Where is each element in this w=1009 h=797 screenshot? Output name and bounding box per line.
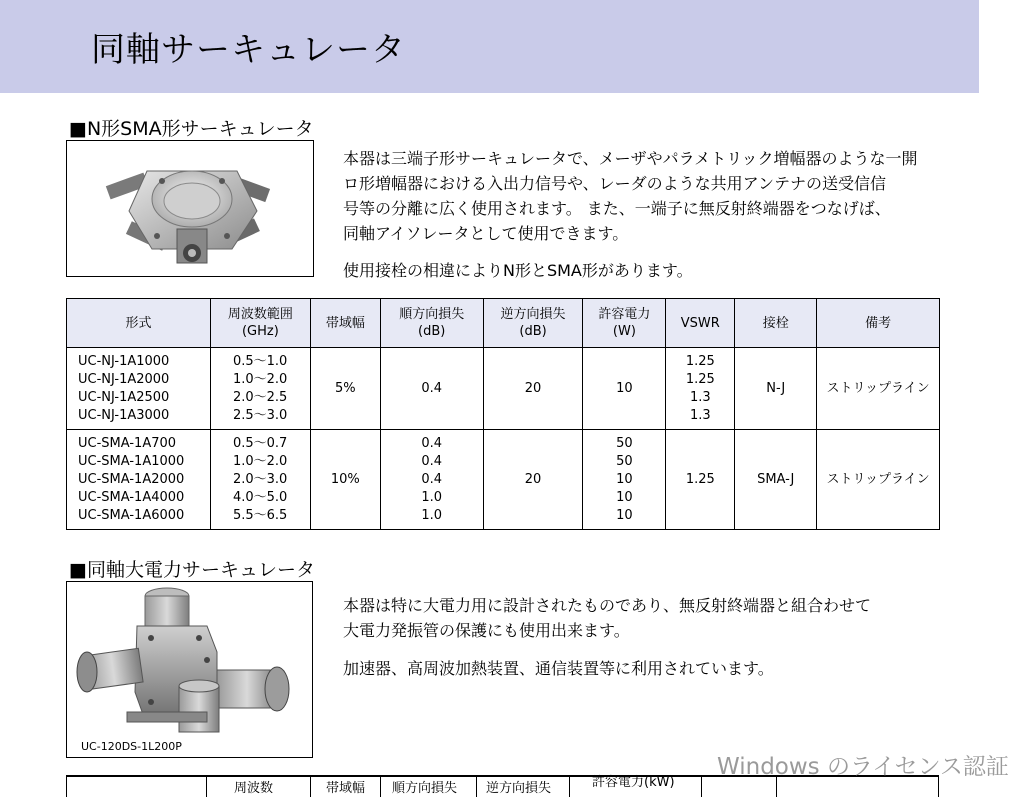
frequency: 1.0～2.0 bbox=[232, 453, 288, 469]
frequency-cell bbox=[210, 430, 310, 530]
table-row bbox=[67, 348, 940, 430]
header-power-partial: 許容電力(kW) bbox=[592, 775, 675, 790]
model-cell bbox=[67, 430, 211, 530]
header-line: 周波数範囲 bbox=[227, 307, 293, 322]
title-banner bbox=[0, 0, 979, 93]
table-border bbox=[701, 777, 702, 797]
power: 10 bbox=[616, 507, 633, 523]
power-cell: 10 bbox=[583, 348, 666, 430]
header-connector: 接栓 bbox=[735, 299, 817, 348]
connector-cell: SMA-J bbox=[735, 430, 817, 530]
table-border bbox=[310, 777, 311, 797]
header-line: 許容電力 bbox=[598, 307, 651, 322]
model: UC-NJ-1A1000 bbox=[78, 353, 170, 369]
table-border bbox=[380, 777, 381, 797]
frequency: 5.5～6.5 bbox=[232, 507, 288, 523]
bandwidth-cell: 10% bbox=[310, 430, 380, 530]
model: UC-SMA-1A6000 bbox=[78, 507, 185, 523]
header-forward-loss-text bbox=[381, 306, 483, 340]
model: UC-NJ-1A3000 bbox=[78, 407, 170, 423]
header-frequency-text bbox=[211, 306, 310, 340]
forward-loss-cell bbox=[380, 430, 483, 530]
circulator-image bbox=[67, 141, 313, 276]
header-note: 備考 bbox=[817, 299, 940, 348]
description-line: 大電力発振管の保護にも使用出来ます。 bbox=[343, 621, 630, 640]
vswr: 1.25 bbox=[685, 371, 715, 387]
spec-table-nsma bbox=[66, 298, 940, 530]
header-line: (W) bbox=[612, 324, 636, 339]
product-photo-nsma bbox=[66, 140, 314, 277]
forward-loss: 0.4 bbox=[421, 471, 443, 487]
table-row bbox=[67, 430, 940, 530]
header-line: 順方向損失 bbox=[399, 307, 465, 322]
bandwidth-cell: 5% bbox=[310, 348, 380, 430]
forward-loss: 0.4 bbox=[421, 453, 443, 469]
header-line: (GHz) bbox=[241, 324, 279, 339]
frequency: 4.0～5.0 bbox=[232, 489, 288, 505]
model-cell bbox=[67, 348, 211, 430]
model: UC-SMA-1A2000 bbox=[78, 471, 185, 487]
header-frequency bbox=[210, 299, 310, 348]
header-reverse-loss bbox=[483, 299, 583, 348]
model: UC-SMA-1A1000 bbox=[78, 453, 185, 469]
section-title-high-power: ■同軸大電力サーキュレータ bbox=[69, 559, 315, 581]
description-line: 同軸アイソレータとして使用できます。 bbox=[343, 224, 629, 243]
section-title-nsma: ■N形SMA形サーキュレータ bbox=[69, 118, 314, 140]
frequency: 0.5～0.7 bbox=[232, 435, 288, 451]
reverse-loss-cell: 20 bbox=[483, 430, 583, 530]
vswr: 1.3 bbox=[689, 389, 711, 405]
description-line: 本器は三端子形サーキュレータで、メーザやパラメトリック増幅器のような一開 bbox=[343, 149, 918, 168]
high-power-circulator-image bbox=[67, 582, 312, 740]
description-usage: 加速器、高周波加熱装置、通信装置等に利用されています。 bbox=[343, 659, 774, 678]
header-vswr: VSWR bbox=[666, 299, 735, 348]
header-reverse-loss-partial: 逆方向損失 bbox=[486, 781, 552, 796]
forward-loss: 1.0 bbox=[421, 507, 443, 523]
header-bandwidth-partial: 帯域幅 bbox=[326, 781, 366, 796]
header-line: (dB) bbox=[519, 324, 547, 339]
description-line: 本器は特に大電力用に設計されたものであり、無反射終端器と組合わせて bbox=[343, 596, 872, 615]
header-line: 逆方向損失 bbox=[500, 307, 566, 322]
model: UC-NJ-1A2000 bbox=[78, 371, 170, 387]
header-frequency-partial: 周波数 bbox=[234, 781, 274, 796]
header-model: 形式 bbox=[67, 299, 211, 348]
forward-loss: 1.0 bbox=[421, 489, 443, 505]
model: UC-SMA-1A4000 bbox=[78, 489, 185, 505]
connector-cell: N-J bbox=[735, 348, 817, 430]
description-nsma bbox=[343, 146, 963, 246]
frequency: 1.0～2.0 bbox=[232, 371, 288, 387]
frequency: 2.0～2.5 bbox=[232, 389, 288, 405]
forward-loss: 0.4 bbox=[421, 435, 443, 451]
forward-loss-cell: 0.4 bbox=[380, 348, 483, 430]
table-border bbox=[206, 777, 207, 797]
power-cell bbox=[583, 430, 666, 530]
header-power-text bbox=[583, 306, 665, 340]
power: 10 bbox=[616, 489, 633, 505]
frequency: 2.0～3.0 bbox=[232, 471, 288, 487]
frequency: 0.5～1.0 bbox=[232, 353, 288, 369]
power: 50 bbox=[616, 435, 633, 451]
header-bandwidth: 帯域幅 bbox=[310, 299, 380, 348]
power: 10 bbox=[616, 471, 633, 487]
header-reverse-loss-text bbox=[484, 306, 583, 340]
header-line: (dB) bbox=[418, 324, 446, 339]
description-line: 号等の分離に広く使用されます。 また、一端子に無反射終端器をつなげば、 bbox=[343, 199, 891, 218]
note-cell: ストリップライン bbox=[817, 348, 940, 430]
power: 50 bbox=[616, 453, 633, 469]
note-cell: ストリップライン bbox=[817, 430, 940, 530]
frequency: 2.5～3.0 bbox=[232, 407, 288, 423]
table-border bbox=[476, 777, 477, 797]
model: UC-NJ-1A2500 bbox=[78, 389, 170, 405]
model: UC-SMA-1A700 bbox=[78, 435, 177, 451]
description-line: ロ形増幅器における入出力信号や、レーダのような共用アンテナの送受信信 bbox=[343, 174, 887, 193]
page-title: 同軸サーキュレータ bbox=[91, 30, 406, 70]
vswr-cell: 1.25 bbox=[666, 430, 735, 530]
vswr: 1.25 bbox=[685, 353, 715, 369]
windows-activation-watermark: Windows のライセンス認証 bbox=[717, 754, 1009, 780]
product-photo-high-power bbox=[66, 581, 313, 758]
vswr: 1.3 bbox=[689, 407, 711, 423]
frequency-cell bbox=[210, 348, 310, 430]
header-forward-loss-partial: 順方向損失 bbox=[392, 781, 458, 796]
table-border bbox=[66, 777, 67, 797]
description-connector-note: 使用接栓の相違によりN形とSMA形があります。 bbox=[343, 261, 693, 280]
reverse-loss-cell: 20 bbox=[483, 348, 583, 430]
photo-caption: UC-120DS-1L200P bbox=[81, 740, 182, 753]
vswr-cell bbox=[666, 348, 735, 430]
description-high-power bbox=[343, 593, 963, 643]
table-border bbox=[569, 777, 570, 797]
header-power bbox=[583, 299, 666, 348]
header-forward-loss bbox=[380, 299, 483, 348]
